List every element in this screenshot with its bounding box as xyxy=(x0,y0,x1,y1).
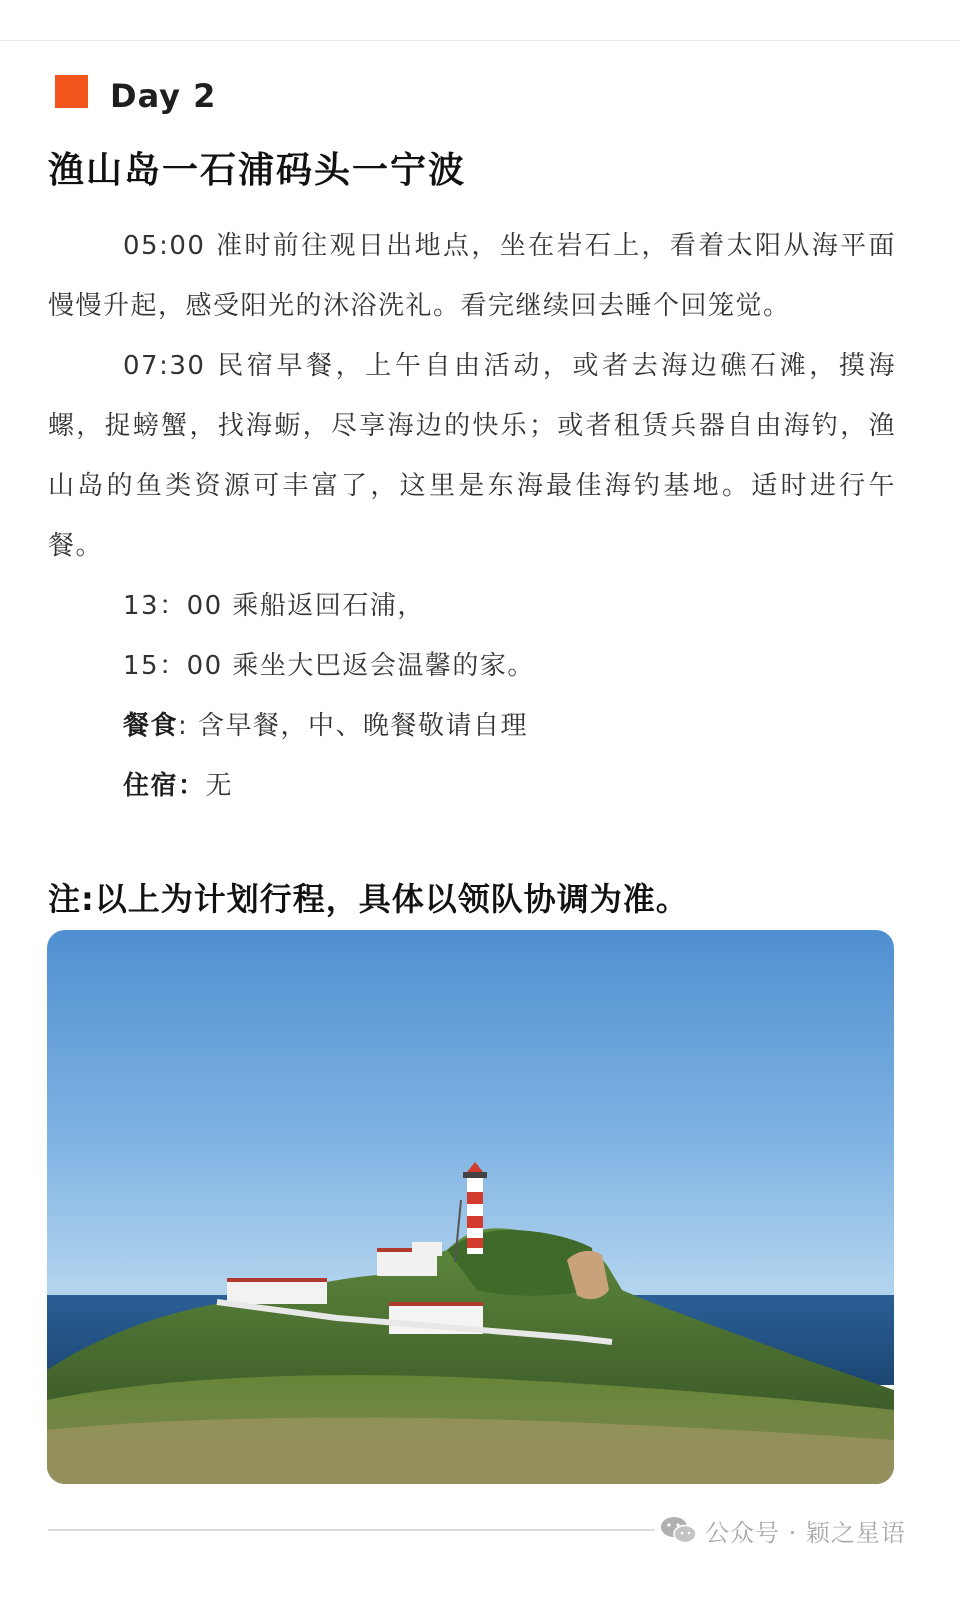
meals-separator: : xyxy=(178,711,189,741)
lodging-value: 无 xyxy=(205,771,234,801)
route-title: 渔山岛一石浦码头一宁波 xyxy=(48,150,467,191)
itinerary-paragraph-sunrise: 05:00 准时前往观日出地点，坐在岩石上，看着太阳从海平面慢慢升起，感受阳光的沐浴洗礼。看完继续回去睡个回笼觉。 xyxy=(48,231,896,321)
itinerary-body xyxy=(48,216,896,816)
itinerary-paragraph-return-bus: 15：00 乘坐大巴返会温馨的家。 xyxy=(123,651,535,681)
day-accent-square xyxy=(55,75,88,108)
day-label: Day 2 xyxy=(110,77,217,115)
lighthouse-island-photo xyxy=(47,930,894,1484)
meals-label: 餐食 xyxy=(123,711,179,741)
meals-value: 含早餐，中、晚餐敬请自理 xyxy=(188,711,529,741)
wechat-icon xyxy=(659,1515,699,1545)
lodging-row xyxy=(48,756,896,816)
itinerary-paragraph-return-boat: 13：00 乘船返回石浦， xyxy=(123,591,425,621)
meals-row xyxy=(48,696,896,756)
lodging-label: 住宿： xyxy=(123,771,206,801)
watermark-text: 公众号 · 颖之星语 xyxy=(705,1518,906,1547)
day-header xyxy=(55,74,216,118)
plan-note: 注:以上为计划行程，具体以领队协调为准。 xyxy=(48,880,689,918)
top-divider xyxy=(0,40,960,41)
itinerary-paragraph-morning: 07:30 民宿早餐，上午自由活动，或者去海边礁石滩，摸海螺，捉螃蟹，找海蛎，尽享海边的快乐；或者租赁兵器自由海钓，渔山岛的鱼类资源可丰富了，这里是东海最佳海钓基地。适时进行午餐。 xyxy=(48,351,896,561)
watermark xyxy=(655,1512,906,1548)
